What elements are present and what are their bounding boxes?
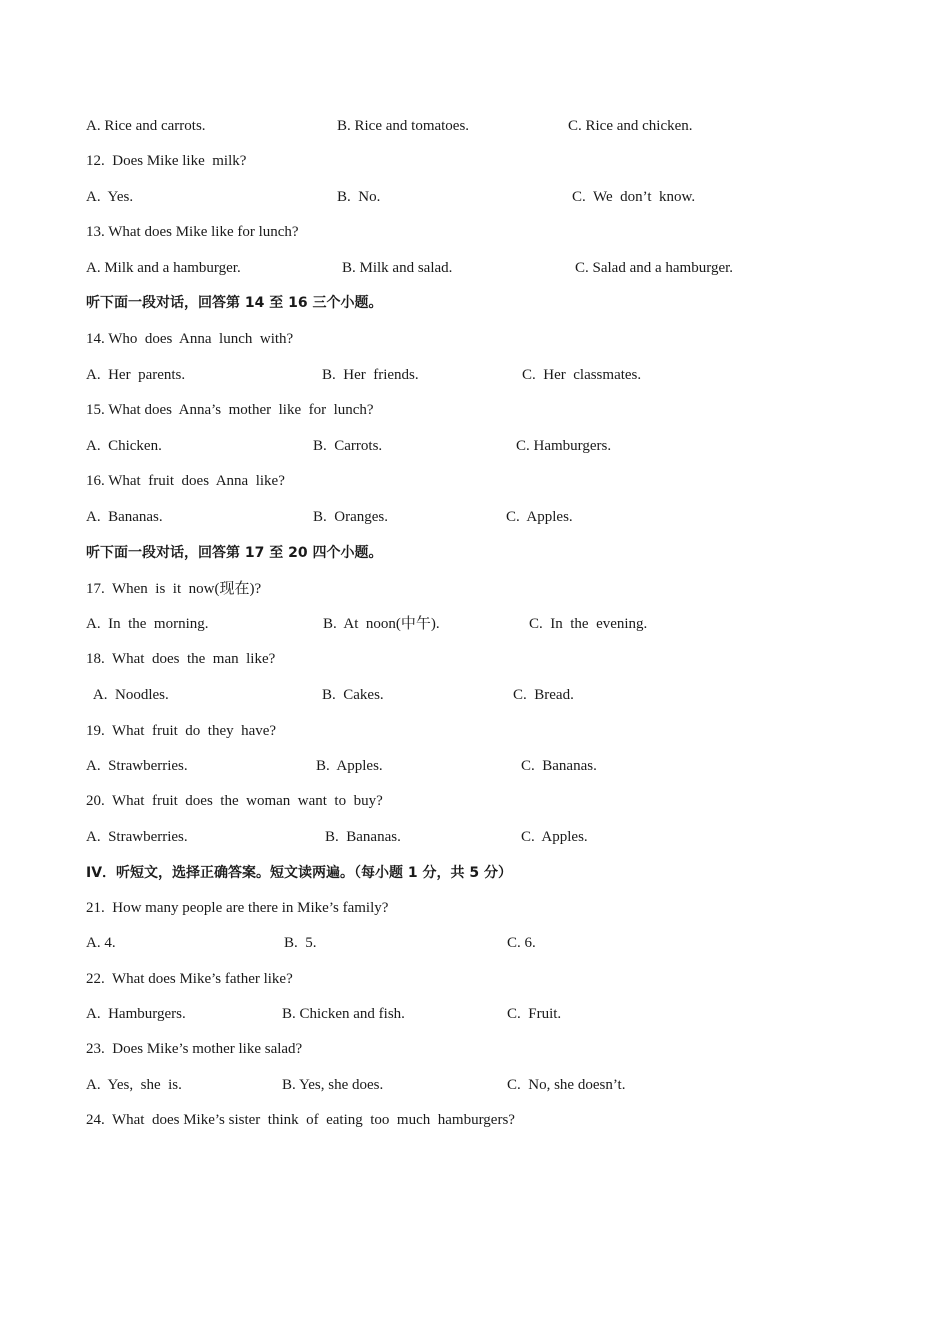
option-b: B. At noon(中午).: [323, 616, 440, 632]
question-text: 18. What does the man like?: [86, 651, 276, 667]
question-20: [0, 790, 950, 812]
option-c: C. No, she doesn’t.: [507, 1077, 626, 1093]
question-21: [0, 897, 950, 919]
option-a: A. 4.: [86, 935, 116, 951]
question-text: 23. Does Mike’s mother like salad?: [86, 1041, 303, 1057]
options-row: [0, 613, 950, 635]
options-row: [0, 755, 950, 777]
options-row: [0, 364, 950, 386]
option-c: C. Rice and chicken.: [568, 118, 693, 134]
option-a: A. Strawberries.: [86, 829, 188, 845]
question-15: [0, 399, 950, 421]
option-b: B. Bananas.: [325, 829, 401, 845]
question-text: 24. What does Mike’s sister think of eating too much hamburgers?: [86, 1112, 515, 1128]
section-iv-heading: [0, 862, 950, 884]
options-row: [0, 1003, 950, 1025]
option-a: A. In the morning.: [86, 616, 209, 632]
question-text: 15. What does Anna’s mother like for lunch?: [86, 402, 374, 418]
instruction-text: IV．听短文，选择正确答案。短文读两遍。（每小题 1 分，共 5 分）: [86, 865, 513, 881]
question-16: [0, 470, 950, 492]
question-22: [0, 968, 950, 990]
option-a: A. Hamburgers.: [86, 1006, 186, 1022]
question-17: [0, 578, 950, 600]
option-c: C. Apples.: [506, 509, 573, 525]
instruction-text: 听下面一段对话，回答第 14 至 16 三个小题。: [86, 295, 383, 311]
question-text: 16. What fruit does Anna like?: [86, 473, 285, 489]
option-b: B. Oranges.: [313, 509, 388, 525]
question-24: [0, 1109, 950, 1131]
option-c: C. Hamburgers.: [516, 438, 612, 454]
option-b: B. Chicken and fish.: [282, 1006, 405, 1022]
question-19: [0, 720, 950, 742]
question-text: 22. What does Mike’s father like?: [86, 971, 293, 987]
option-a: A. Chicken.: [86, 438, 162, 454]
option-c: C. Apples.: [521, 829, 588, 845]
option-c: C. Salad and a hamburger.: [575, 260, 734, 276]
section-instruction: [0, 542, 950, 564]
question-text: 19. What fruit do they have?: [86, 723, 277, 739]
option-c: C. Fruit.: [507, 1006, 562, 1022]
options-row: [0, 186, 950, 208]
question-text: 20. What fruit does the woman want to buy?: [86, 793, 383, 809]
question-18: [0, 648, 950, 670]
options-row: [0, 506, 950, 528]
option-b: B. Apples.: [316, 758, 383, 774]
option-b: B. No.: [337, 189, 381, 205]
option-a: A. Milk and a hamburger.: [86, 260, 241, 276]
option-a: A. Rice and carrots.: [86, 118, 206, 134]
option-c: C. 6.: [507, 935, 536, 951]
options-row: [0, 435, 950, 457]
option-a: A. Yes.: [86, 189, 134, 205]
option-b: B. Cakes.: [322, 687, 384, 703]
option-b: B. Yes, she does.: [282, 1077, 384, 1093]
question-text: 13. What does Mike like for lunch?: [86, 224, 299, 240]
option-b: B. Her friends.: [322, 367, 419, 383]
option-a: A. Noodles.: [90, 687, 169, 703]
question-text: 14. Who does Anna lunch with?: [86, 331, 294, 347]
option-b: B. Rice and tomatoes.: [337, 118, 470, 134]
question-text: 17. When is it now(现在)?: [86, 581, 262, 597]
option-b: B. 5.: [284, 935, 317, 951]
question-text: 12. Does Mike like milk?: [86, 153, 247, 169]
option-c: C. Bananas.: [521, 758, 597, 774]
option-c: C. Her classmates.: [522, 367, 642, 383]
options-row: [0, 684, 950, 706]
options-row: [0, 932, 950, 954]
option-b: B. Carrots.: [313, 438, 383, 454]
options-row: [0, 257, 950, 279]
option-c: C. In the evening.: [529, 616, 648, 632]
option-c: C. We don’t know.: [572, 189, 696, 205]
question-text: 21. How many people are there in Mike’s family?: [86, 900, 389, 916]
question-23: [0, 1038, 950, 1060]
options-row: [0, 826, 950, 848]
section-instruction: [0, 292, 950, 314]
option-a: A. Her parents.: [86, 367, 186, 383]
option-c: C. Bread.: [513, 687, 574, 703]
option-b: B. Milk and salad.: [342, 260, 453, 276]
question-12: [0, 150, 950, 172]
instruction-text: 听下面一段对话，回答第 17 至 20 四个小题。: [86, 545, 383, 561]
option-a: A. Yes, she is.: [86, 1077, 182, 1093]
option-a: A. Bananas.: [86, 509, 163, 525]
options-row: [0, 1074, 950, 1096]
option-a: A. Strawberries.: [86, 758, 188, 774]
question-13: [0, 221, 950, 243]
options-row: [0, 115, 950, 137]
question-14: [0, 328, 950, 350]
